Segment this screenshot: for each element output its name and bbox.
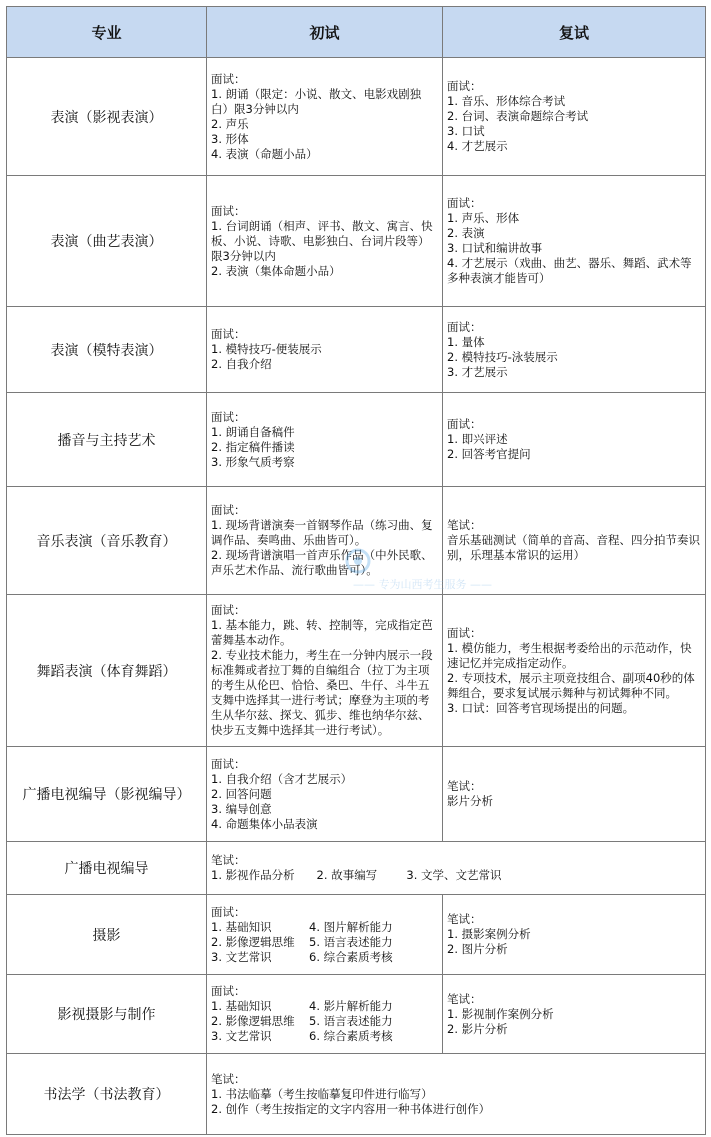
grid-item: 6. 综合素质考核 [309,949,393,964]
cell-line: 2. 模特技巧-泳装展示 [447,349,558,364]
first-exam-cell [207,595,443,747]
cell-line: 面试： [211,327,246,341]
first-exam-cell [207,393,443,487]
cell-line: 2. 自我介绍 [211,357,272,371]
cell-line: 笔试： [447,912,482,926]
cell-line: 2. 回答问题 [211,786,272,801]
grid-item: 2. 影像逻辑思维 [211,1014,295,1028]
cell-line: 1. 即兴评述 [447,432,508,446]
table-row [7,975,706,1054]
cell-line: 面试： [447,417,482,431]
major-cell: 影视摄影与制作 [7,975,207,1054]
table-row [7,895,706,975]
cell-line: 笔试： [447,991,482,1006]
cell-line: 2. 表演 [447,226,485,240]
cell-line: 3. 口试 [447,124,485,138]
cell-line: 面试： [447,196,482,210]
cell-line: 笔试： [447,779,482,793]
header-row [7,7,706,58]
grid-item: 5. 语言表述能力 [309,934,393,949]
first-exam-cell [207,487,443,595]
second-exam-cell [443,393,706,487]
cell-line: 笔试： [447,518,482,532]
major-cell: 摄影 [7,895,207,975]
cell-line: 1. 影视作品分析 2. 故事编写 3. 文学、文艺常识 [211,868,502,882]
cell-line: 面试： [211,603,246,617]
grid-item: 4. 图片解析能力 [309,919,393,934]
grid-item: 3. 文艺常识 [211,949,272,964]
major-cell: 表演（模特表演） [7,307,207,393]
second-exam-cell [443,487,706,595]
cell-line: 1. 量体 [447,334,485,349]
cell-line: 2. 回答考官提问 [447,447,531,461]
cell-line: 影片分析 [447,794,493,808]
table-row [7,842,706,895]
cell-line: 面试： [211,984,246,998]
exam-table [6,6,706,1135]
cell-line: 1. 书法临摹（考生按临摹复印件进行临写） [211,1086,433,1101]
major-cell: 广播电视编导（影视编导） [7,747,207,842]
cell-line: 1. 摄影案例分析 [447,927,531,941]
table-row [7,58,706,176]
header-second-exam: 复试 [443,7,706,58]
first-exam-cell [207,176,443,307]
cell-line: 1. 模特技巧-便装展示 [211,342,322,356]
major-cell: 播音与主持艺术 [7,393,207,487]
cell-line: 2. 台词、表演命题综合考试 [447,109,589,123]
cell-line: 4. 表演（命题小品） [211,146,318,161]
first-exam-cell [207,895,443,975]
second-exam-cell [443,307,706,393]
cell-line: 2. 专项技术，展示主项竞技组合、副项40秒的体舞组合，要求复试展示舞种与初试舞种不同。 [447,670,695,700]
major-cell: 书法学（书法教育） [7,1054,207,1135]
cell-line: 1. 声乐、形体 [447,211,520,225]
cell-line: 笔试： [211,853,246,867]
cell-line: 4. 才艺展示（戏曲、曲艺、器乐、舞蹈、武术等多种表演才能皆可） [447,256,692,285]
cell-line: 2. 图片分析 [447,942,508,956]
table-row [7,176,706,307]
table-row [7,1054,706,1135]
merged-exam-cell [207,1054,706,1135]
cell-line: 2. 表演（集体命题小品） [211,263,341,278]
cell-line: 音乐基础测试（简单的音高、音程、四分拍节奏识别，乐理基本常识的运用） [447,533,700,562]
cell-line: 1. 影视制作案例分析 [447,1006,554,1021]
table-row [7,487,706,595]
cell-line: 3. 才艺展示 [447,364,508,379]
merged-exam-cell [207,842,706,895]
major-cell: 音乐表演（音乐教育） [7,487,207,595]
cell-line: 面试： [211,203,246,218]
cell-line: 面试： [447,625,482,640]
cell-line: 面试： [447,79,482,93]
first-exam-cell [207,747,443,842]
cell-line: 3. 编导创意 [211,801,272,816]
cell-line: 面试： [447,319,482,334]
table-row [7,595,706,747]
grid-item: 1. 基础知识 [211,999,272,1013]
second-exam-cell [443,895,706,975]
cell-line: 面试： [211,71,246,86]
table-row [7,393,706,487]
header-first-exam: 初试 [207,7,443,58]
skills-grid [211,999,438,1044]
cell-line: 1. 台词朗诵（相声、评书、散文、寓言、快板、小说、诗歌、电影独白、台词片段等）限3分钟以内 [211,218,433,263]
cell-line: 2. 声乐 [211,116,249,131]
cell-line: 2. 创作（考生按指定的文字内容用一种书体进行创作） [211,1101,491,1116]
first-exam-cell [207,58,443,176]
grid-item: 2. 影像逻辑思维 [211,934,295,949]
grid-item: 1. 基础知识 [211,919,272,934]
grid-item: 5. 语言表述能力 [309,1014,393,1028]
first-exam-cell [207,307,443,393]
second-exam-cell [443,975,706,1054]
cell-line: 3. 形象气质考察 [211,454,295,469]
cell-line: 1. 现场背谱演奏一首钢琴作品（练习曲、复调作品、奏鸣曲、乐曲皆可）。 [211,518,433,547]
table-row [7,747,706,842]
watermark-tagline: —— 专为山西考生服务 —— [353,578,492,591]
cell-line: 1. 音乐、形体综合考试 [447,94,566,108]
major-cell: 表演（影视表演） [7,58,207,176]
cell-line: 2. 专业技术能力，考生在一分钟内展示一段标准舞或者拉丁舞的自编组合（拉丁为主项的考生从伦巴、恰恰、桑巴、牛仔、斗牛五支舞中选择其一进行考试；摩登为主项的考生从华尔兹、探戈、狐步、维也纳华尔兹、快步五支舞中选择其一进行考试）。 [211,648,433,737]
cell-line: 4. 才艺展示 [447,139,508,153]
cell-line: 2. 指定稿件播读 [211,439,295,454]
cell-line: 面试： [211,756,246,771]
cell-line: 1. 模仿能力，考生根据考委给出的示范动作，快速记忆并完成指定动作。 [447,640,692,670]
cell-line: 1. 朗诵自备稿件 [211,424,295,439]
cell-line: 1. 基本能力，跳、转、控制等，完成指定芭蕾舞基本动作。 [211,618,433,647]
cell-line: 1. 自我介绍（含才艺展示） [211,771,353,786]
major-cell: 广播电视编导 [7,842,207,895]
grid-item: 3. 文艺常识 [211,1029,272,1043]
cell-line: 2. 影片分析 [447,1021,508,1036]
cell-line: 面试： [211,503,246,517]
second-exam-cell [443,595,706,747]
second-exam-cell [443,58,706,176]
cell-line: 1. 朗诵（限定：小说、散文、电影戏剧独白）限3分钟以内 [211,86,422,116]
cell-line: 3. 口试和编讲故事 [447,241,543,255]
header-major: 专业 [7,7,207,58]
cell-line: 3. 形体 [211,131,249,146]
cell-line: 面试： [211,904,246,919]
skills-grid [211,920,438,965]
cell-line: 2. 现场背谱演唱一首声乐作品（中外民歌、声乐艺术作品、流行歌曲皆可）。 [211,548,433,577]
second-exam-cell [443,747,706,842]
cell-line: 笔试： [211,1071,246,1086]
grid-item: 4. 影片解析能力 [309,999,393,1013]
major-cell: 表演（曲艺表演） [7,176,207,307]
table-row [7,307,706,393]
first-exam-cell [207,975,443,1054]
major-cell: 舞蹈表演（体育舞蹈） [7,595,207,747]
second-exam-cell [443,176,706,307]
cell-line: 面试： [211,409,246,424]
cell-line: 4. 命题集体小品表演 [211,816,318,831]
cell-line: 3. 口试：回答考官现场提出的问题。 [447,700,635,715]
grid-item: 6. 综合素质考核 [309,1029,393,1043]
